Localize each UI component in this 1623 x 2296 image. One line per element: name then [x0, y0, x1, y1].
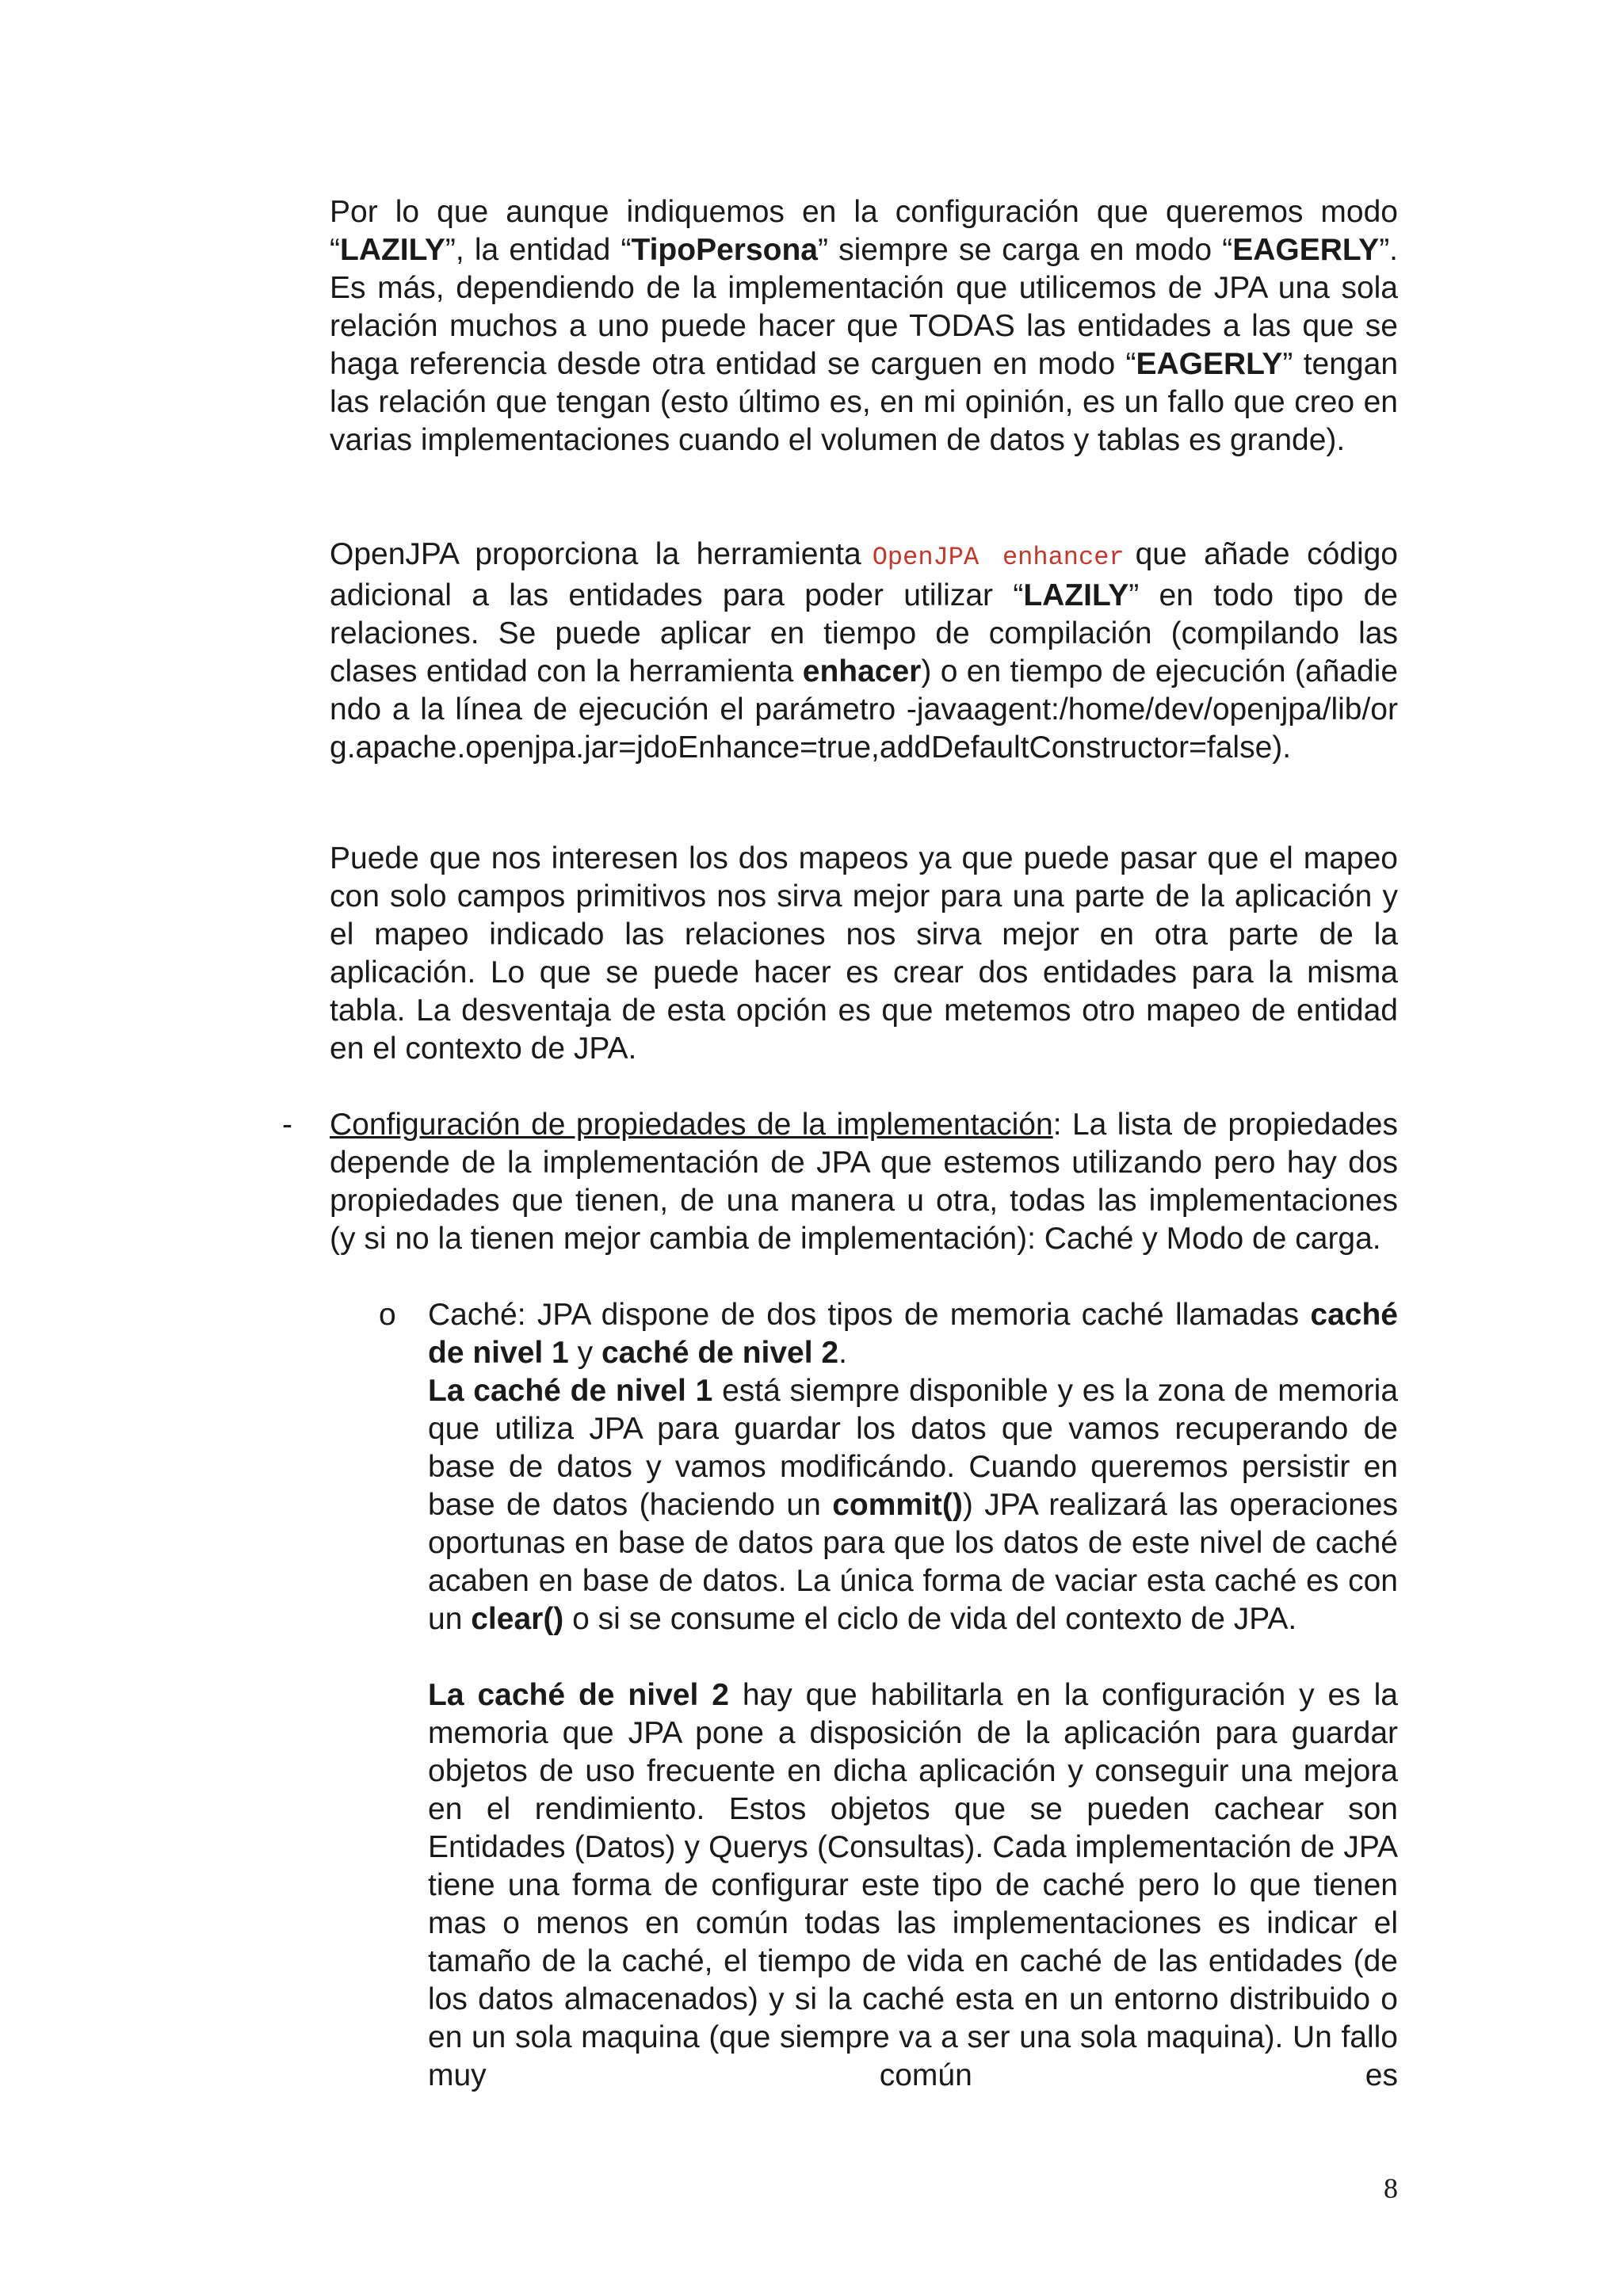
page-number: 8 [1384, 2172, 1398, 2204]
text-run: : La lista de propiedades depende de la implementación de JPA que estemos utilizando pero hay dos propiedades que tienen, de una manera u otra, todas las implementaciones (y si no la tienen mejor cambia de implementación): Caché y Modo de carga. [330, 1108, 1398, 1256]
bold-term: EAGERLY [1136, 347, 1283, 381]
bold-term: LAZILY [1023, 578, 1129, 612]
bold-term: LAZILY [340, 233, 445, 267]
text-run: Caché: JPA dispone de dos tipos de memoria caché llamadas [428, 1298, 1300, 1332]
bold-term: commit() [832, 1488, 963, 1522]
list-marker-dash: - [282, 1108, 292, 1142]
text-run: ) JPA realizará las operaciones oportunas en base de datos para que los datos de este nivel de caché acaben en base de datos. La única forma de vaciar esta caché es con un [428, 1488, 1398, 1636]
bold-term: TipoPersona [631, 233, 818, 267]
paragraph-openjpa-enhancer [330, 536, 1398, 767]
text-run: . [838, 1336, 847, 1370]
bold-term: caché de nivel 2 [601, 1336, 839, 1370]
text-run: y [577, 1336, 594, 1370]
paragraph-cache-nivel-2 [428, 1676, 1398, 2095]
bold-term: La caché de nivel 2 [428, 1678, 729, 1712]
paragraph-lazily-eagerly [330, 193, 1398, 460]
bold-term: La caché de nivel 1 [428, 1374, 713, 1408]
sub-item-cache [428, 1296, 1398, 1372]
code-term: OpenJPA enhancer [872, 543, 1125, 572]
bold-term: EAGERLY [1232, 233, 1380, 267]
text-run: ” tengan las relación que tengan (esto último es, en mi opinión, es un fallo que creo en varias implementaciones cuando el volumen de datos y tablas es grande). [330, 347, 1399, 457]
text-run: ) o en tiempo de ejecución (añadiendo a la línea de ejecución el parámetro -javaagent:/home/dev/openjpa/lib/org.apache.openjpa.jar=jdoEnhance=true,addDefaultConstructor=false). [330, 654, 1399, 765]
list-item-configuracion [330, 1106, 1398, 1258]
text-run: ”, la entidad “ [445, 233, 632, 267]
text-run: ” siempre se carga en modo “ [817, 233, 1233, 267]
text-run: OpenJPA proporciona la herramienta [330, 537, 861, 571]
paragraph-text: Puede que nos interesen los dos mapeos ya que puede pasar que el mapeo con solo campos primitivos nos sirva mejor para una parte de la aplicación y el mapeo indicado las relaciones nos sirva mejor en otra parte de la aplicación. Lo que se puede hacer es crear dos entidades para la misma tabla. La desventaja de esta opción es que metemos otro mapeo de entidad en el contexto de JPA. [330, 841, 1398, 1066]
paragraph-dos-mapeos [330, 840, 1398, 1068]
text-run: ” en todo tipo de relaciones. Se puede aplicar en tiempo de compilación (compilando las clases entidad con la herramienta [330, 578, 1399, 688]
text-run: ”. Es más, dependiendo de la implementación que utilicemos de JPA una sola relación muchos a uno puede hacer que TODAS las entidades a las que se haga referencia desde otra entidad se carguen en modo “ [330, 233, 1399, 381]
text-run: hay que habilitarla en la configuración y es la memoria que JPA pone a disposición de la aplicación para guardar objetos de uso frecuente en dicha aplicación y conseguir una mejora en el rendimiento. Estos objetos que se pueden cachear son Entidades (Datos) y Querys (Consultas). Cada implementación de JPA tiene una forma de configurar este tipo de caché pero lo que tienen mas o menos en común todas las implementaciones es indicar el tamaño de la caché, el tiempo de vida en caché de las entidades (de los datos almacenados) y si la caché esta en un entorno distribuido o en un sola maquina (que siempre va a ser una sola maquina). Un fallo muy común es [428, 1678, 1398, 2092]
text-run: Por lo que aunque indiquemos en la configuración que queremos modo “ [330, 195, 1398, 267]
bold-term: enhacer [802, 654, 922, 688]
list-marker-o: o [379, 1298, 396, 1332]
list-item-heading: Configuración de propiedades de la implementación [330, 1108, 1053, 1142]
text-run: está siempre disponible y es la zona de memoria que utiliza JPA para guardar los datos que vamos recuperando de base de datos y vamos modificándo. Cuando queremos persistir en base de datos (haciendo un [428, 1374, 1399, 1522]
bold-term: caché de nivel 1 [428, 1298, 1398, 1370]
text-run: que añade código adicional a las entidades para poder utilizar “ [330, 537, 1398, 612]
text-run: o si se consume el ciclo de vida del contexto de JPA. [572, 1602, 1297, 1636]
paragraph-cache-nivel-1 [428, 1372, 1398, 1638]
bold-term: clear() [471, 1602, 564, 1636]
